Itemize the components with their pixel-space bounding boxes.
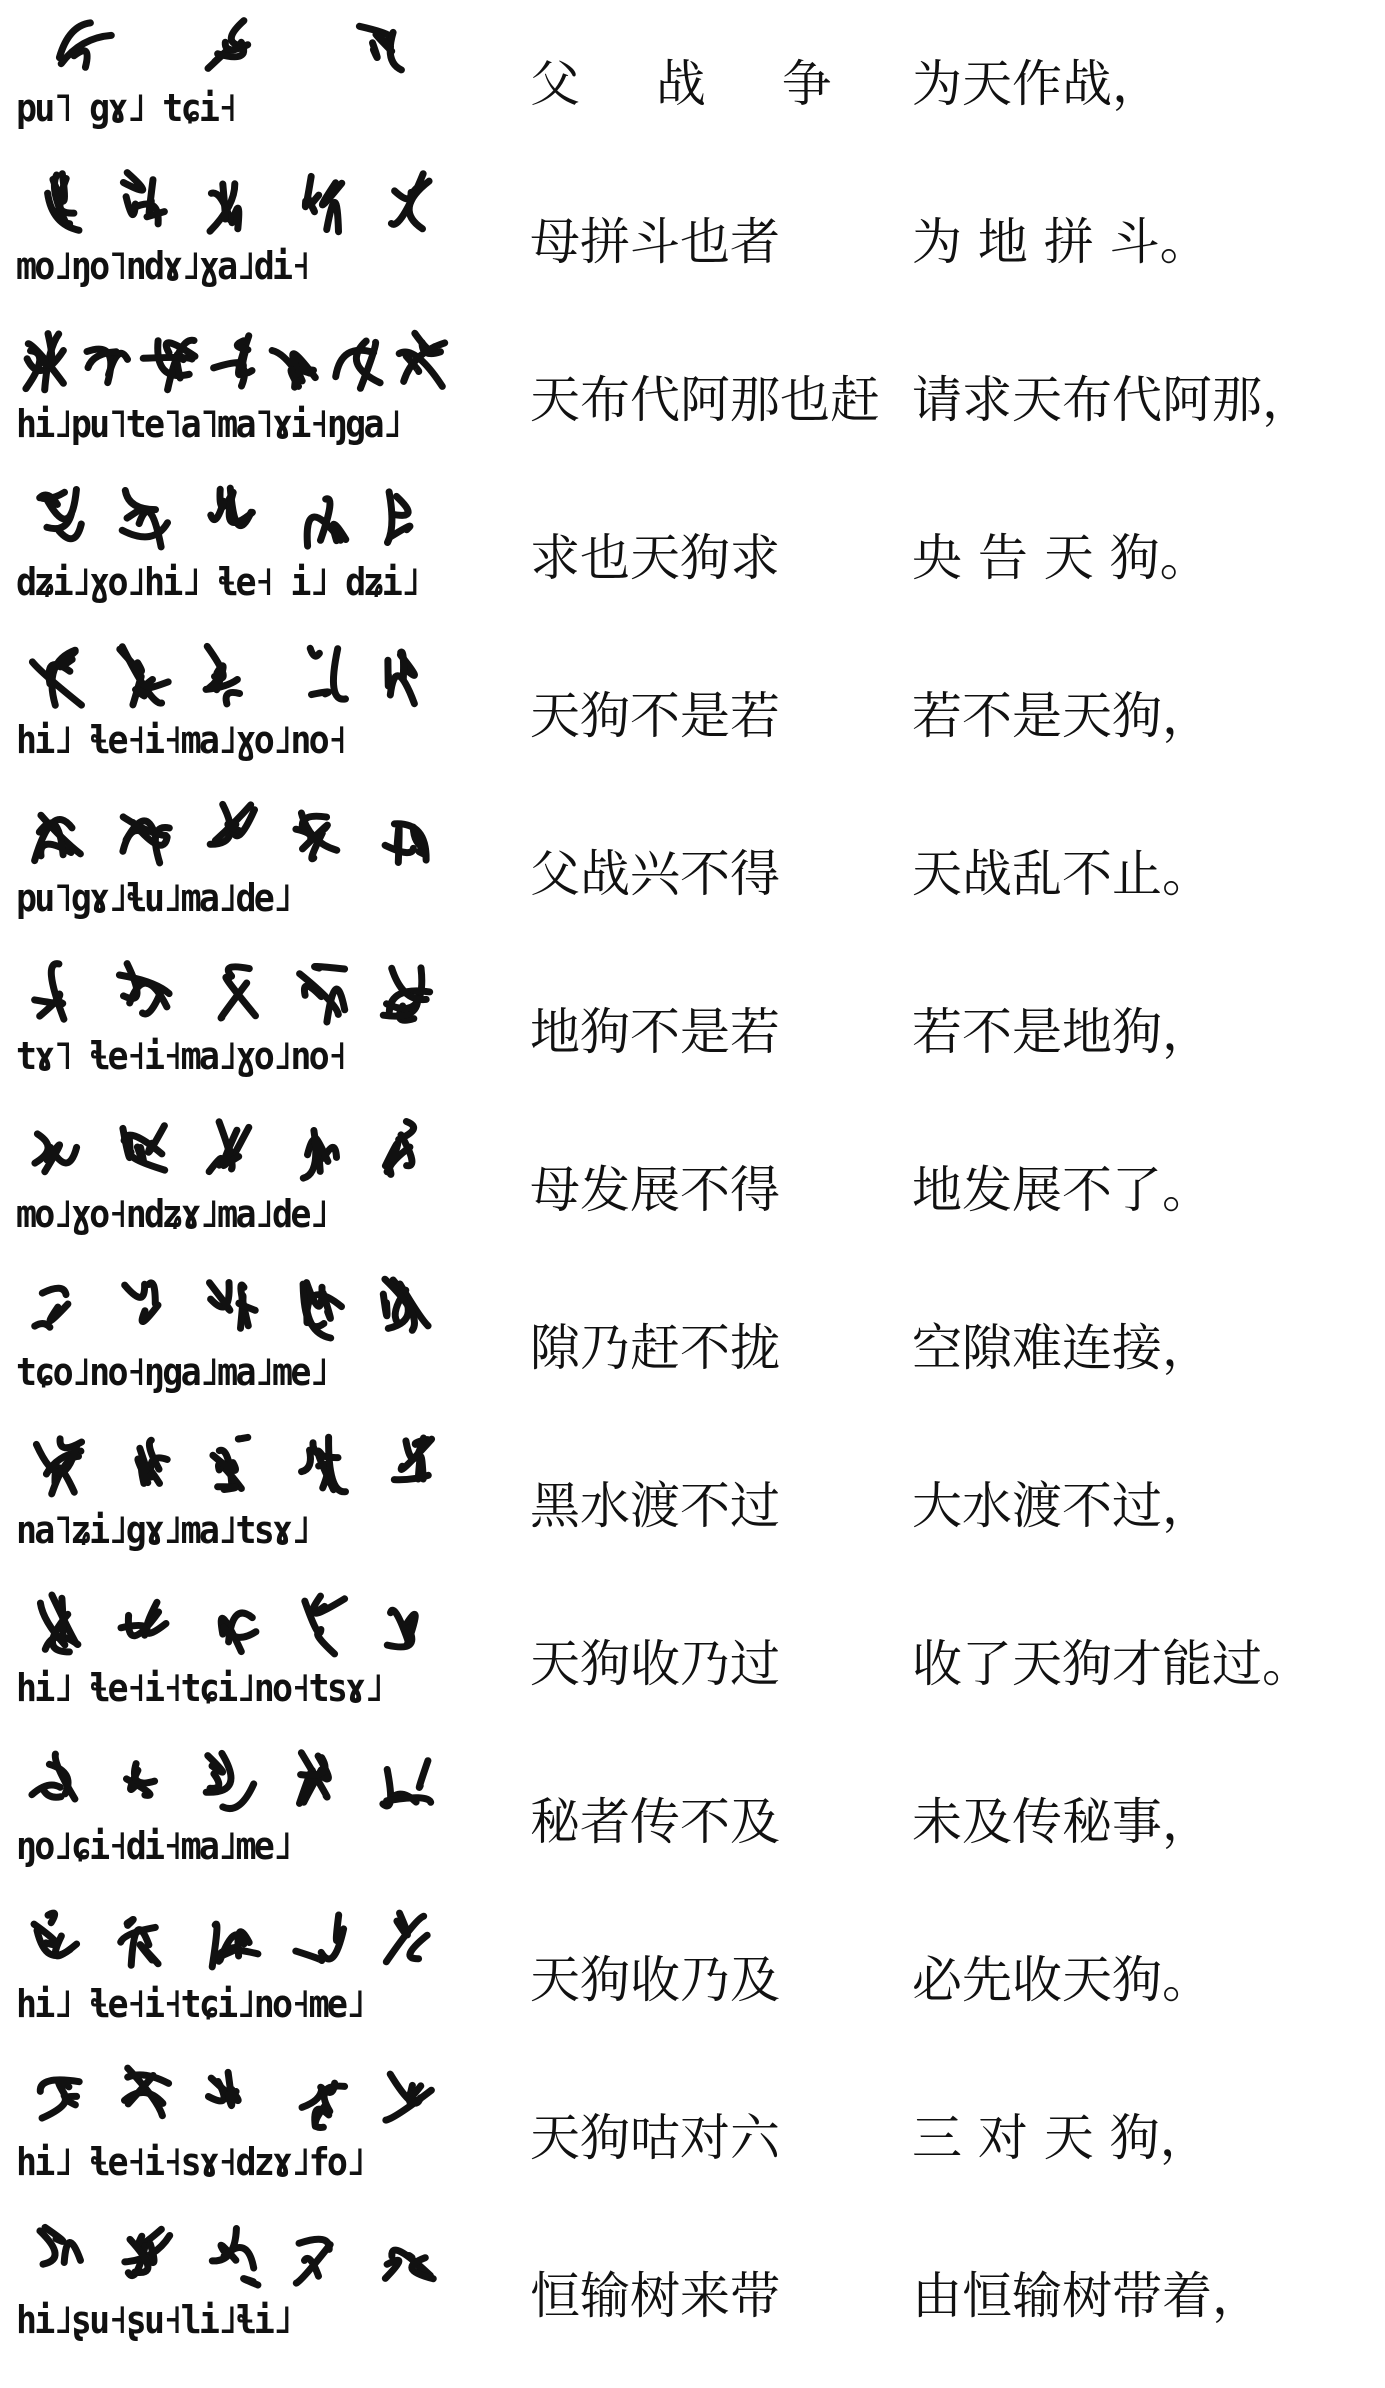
- free-translation: 为天作战，: [912, 55, 1162, 113]
- yi-glyph: [212, 1924, 258, 1967]
- literal-gloss: 母拼斗也者: [530, 213, 780, 271]
- yi-glyph-line: [12, 474, 452, 562]
- free-translation: 未及传秘事，: [912, 1793, 1212, 1851]
- yi-glyph: [310, 648, 345, 699]
- yi-glyph: [127, 1764, 155, 1796]
- yi-glyph: [213, 1437, 248, 1489]
- verse-row: [0, 948, 1385, 1108]
- yi-glyph: [383, 1761, 431, 1806]
- yi-glyph: [394, 1438, 431, 1480]
- free-translation: 地发展不了。: [912, 1161, 1212, 1219]
- romanization: pu˥gɤ˩ɬu˩ma˩de˩: [16, 876, 291, 920]
- free-translation: 由恒输树带着，: [912, 2267, 1262, 2325]
- yi-glyph: [87, 349, 128, 382]
- verse-row: [0, 2054, 1385, 2214]
- yi-glyph: [40, 2080, 79, 2118]
- yi-glyph: [206, 646, 240, 704]
- yi-glyph: [212, 2229, 258, 2286]
- literal-gloss: 秘者传不及: [530, 1793, 780, 1851]
- yi-script-glyphs: [12, 1896, 452, 1984]
- verse-row: [0, 2212, 1385, 2372]
- yi-glyph: [386, 1913, 427, 1962]
- verse-row: [0, 1738, 1385, 1898]
- free-translation: 请求天布代阿那，: [912, 371, 1312, 429]
- literal-gloss: 父 战 争: [530, 55, 862, 113]
- romanization: mo˩ŋo˥ndɤ˩ɣa˩di˧: [16, 244, 309, 288]
- yi-glyph: [138, 1440, 167, 1483]
- yi-glyph: [307, 499, 346, 546]
- yi-glyph: [383, 1279, 428, 1330]
- yi-glyph: [122, 491, 167, 547]
- yi-script-cell: [12, 158, 452, 308]
- romanization: ŋo˩ɕi˧di˧ma˩me˩: [16, 1824, 291, 1868]
- romanization: tɕo˩no˧ŋga˩ma˩me˩: [16, 1350, 327, 1394]
- yi-glyph: [385, 824, 426, 863]
- yi-glyph: [296, 1915, 344, 1961]
- literal-gloss: 恒输树来带: [530, 2267, 780, 2325]
- yi-glyph-line: [12, 1106, 452, 1194]
- yi-glyph: [36, 1439, 81, 1494]
- romanization: hi˩ ɬe˧i˧tɕi˩no˧me˩: [16, 1982, 364, 2026]
- free-translation: 为 地 拼 斗。: [912, 213, 1210, 271]
- yi-glyph-line: [12, 790, 452, 878]
- literal-gloss: 天狗收乃及: [530, 1951, 780, 2009]
- yi-glyph-line: [12, 2212, 452, 2300]
- free-translation: 央 告 天 狗。: [912, 529, 1210, 587]
- yi-script-glyphs: [12, 2212, 452, 2300]
- romanization: pu˥ gɤ˩ tɕi˧: [16, 86, 236, 130]
- yi-glyph-line: [12, 1738, 452, 1826]
- yi-glyph: [48, 174, 79, 231]
- yi-script-cell: [12, 0, 452, 150]
- verse-row: [0, 1422, 1385, 1582]
- romanization: hi˩ ɬe˧i˧tɕi˩no˧tsɤ˩: [16, 1666, 382, 1710]
- yi-glyph: [305, 176, 341, 231]
- yi-glyph-line: [12, 1896, 452, 1984]
- free-translation: 若不是地狗，: [912, 1003, 1212, 1061]
- yi-glyph: [123, 173, 164, 224]
- yi-glyph: [208, 2072, 238, 2105]
- yi-glyph-line: [12, 0, 452, 88]
- yi-glyph: [387, 1610, 415, 1647]
- literal-gloss: 地狗不是若: [530, 1003, 780, 1061]
- yi-glyph: [296, 813, 337, 859]
- yi-glyph: [385, 1122, 413, 1175]
- yi-script-glyphs: [12, 790, 452, 878]
- yi-glyph: [125, 2229, 170, 2275]
- yi-script-glyphs: [12, 1738, 452, 1826]
- yi-glyph: [388, 492, 410, 543]
- yi-glyph: [123, 817, 169, 863]
- free-translation: 三 对 天 狗，: [912, 2109, 1210, 2167]
- yi-glyph: [296, 2239, 330, 2283]
- yi-script-cell: [12, 316, 452, 466]
- yi-glyph: [214, 336, 252, 386]
- yi-glyph: [302, 1437, 346, 1492]
- yi-glyph: [210, 1283, 256, 1329]
- verse-row: [0, 1264, 1385, 1424]
- literal-gloss: 天狗不是若: [530, 687, 780, 745]
- romanization: hi˩ ɬe˧i˧ma˩ɣo˩no˧: [16, 718, 346, 762]
- yi-script-cell: [12, 1106, 452, 1256]
- yi-glyph: [34, 1913, 77, 1956]
- yi-glyph: [303, 1283, 341, 1338]
- yi-script-glyphs: [12, 632, 452, 720]
- literal-gloss: 天狗收乃过: [530, 1635, 780, 1693]
- yi-glyph: [119, 964, 169, 1014]
- verse-row: [0, 158, 1385, 318]
- yi-glyph: [123, 1126, 165, 1170]
- literal-gloss: 隙乃赶不拢: [530, 1319, 780, 1377]
- yi-glyph: [385, 2250, 433, 2279]
- yi-glyph: [210, 184, 239, 231]
- yi-glyph: [303, 1131, 336, 1179]
- yi-script-glyphs: [12, 1580, 452, 1668]
- free-translation: 大水渡不过，: [912, 1477, 1212, 1535]
- yi-glyph: [399, 333, 445, 386]
- yi-glyph: [386, 2074, 432, 2120]
- yi-script-cell: [12, 2212, 452, 2362]
- yi-glyph: [208, 21, 248, 69]
- yi-script-glyphs: [12, 1422, 452, 1510]
- yi-glyph: [120, 647, 168, 705]
- yi-glyph: [32, 1754, 75, 1799]
- yi-glyph-line: [12, 1422, 452, 1510]
- yi-glyph: [359, 26, 401, 70]
- free-translation: 必先收天狗。: [912, 1951, 1212, 2009]
- free-translation: 收了天狗才能过。: [912, 1635, 1312, 1693]
- yi-script-cell: [12, 1896, 452, 2046]
- yi-script-cell: [12, 790, 452, 940]
- yi-script-cell: [12, 632, 452, 782]
- yi-script-glyphs: [12, 1106, 452, 1194]
- yi-glyph: [32, 650, 81, 705]
- yi-script-cell: [12, 1738, 452, 1888]
- verse-row: [0, 632, 1385, 792]
- verse-row: [0, 790, 1385, 950]
- verse-row: [0, 1106, 1385, 1266]
- romanization: hi˩ʂu˧ʂu˧li˩ɬi˩: [16, 2298, 291, 2342]
- literal-gloss: 父战兴不得: [530, 845, 780, 903]
- verse-row: [0, 1580, 1385, 1740]
- yi-script-cell: [12, 1580, 452, 1730]
- romanization: na˥ʑi˩gɤ˩ma˩tsɤ˩: [16, 1508, 309, 1552]
- yi-glyph: [210, 804, 254, 844]
- yi-glyph: [383, 968, 429, 1020]
- yi-glyph: [209, 1122, 249, 1172]
- romanization: dʑi˩ɣo˩hi˩ ɬe˧ i˩ dʑi˩: [16, 560, 419, 604]
- yi-glyph: [121, 1919, 158, 1965]
- verse-row: [0, 0, 1385, 160]
- yi-glyph: [40, 2227, 81, 2264]
- yi-script-glyphs: [12, 0, 452, 88]
- yi-glyph: [143, 340, 195, 389]
- yi-script-glyphs: [12, 2054, 452, 2142]
- yi-glyph: [35, 815, 81, 860]
- yi-glyph: [211, 488, 253, 526]
- yi-glyph: [40, 490, 82, 539]
- yi-script-cell: [12, 2054, 452, 2204]
- yi-glyph: [35, 1134, 77, 1172]
- yi-glyph-line: [12, 632, 452, 720]
- yi-glyph: [388, 652, 415, 704]
- literal-gloss: 黑水渡不过: [530, 1477, 780, 1535]
- yi-glyph-line: [12, 1580, 452, 1668]
- romanization: tɤ˥ ɬe˧i˧ma˩ɣo˩no˧: [16, 1034, 346, 1078]
- free-translation: 空隙难连接，: [912, 1319, 1212, 1377]
- yi-script-glyphs: [12, 1264, 452, 1352]
- literal-gloss: 母发展不得: [530, 1161, 780, 1219]
- yi-glyph: [302, 2083, 345, 2127]
- literal-gloss: 天狗咕对六: [530, 2109, 780, 2167]
- literal-gloss: 天布代阿那也赶: [530, 371, 880, 429]
- literal-gloss: 求也天狗求: [530, 529, 780, 587]
- yi-glyph: [35, 964, 64, 1019]
- yi-glyph-line: [12, 1264, 452, 1352]
- yi-glyph: [125, 1283, 158, 1322]
- yi-glyph: [272, 351, 315, 388]
- yi-glyph: [221, 967, 255, 1018]
- yi-glyph: [35, 1288, 68, 1327]
- yi-glyph: [336, 341, 380, 388]
- free-translation: 若不是天狗，: [912, 687, 1212, 745]
- yi-glyph-line: [12, 158, 452, 246]
- yi-glyph-line: [12, 948, 452, 1036]
- yi-glyph: [300, 966, 345, 1022]
- yi-glyph: [59, 23, 111, 67]
- yi-glyph: [26, 334, 64, 390]
- romanization: hi˩pu˥te˥a˥ma˥ɤi˧ŋga˩: [16, 402, 401, 446]
- yi-glyph: [221, 1613, 256, 1652]
- yi-glyph-line: [12, 2054, 452, 2142]
- yi-glyph: [125, 2068, 169, 2116]
- yi-glyph: [305, 1596, 345, 1654]
- yi-glyph-line: [12, 316, 452, 404]
- verse-row: [0, 1896, 1385, 2056]
- verse-row: [0, 316, 1385, 476]
- yi-glyph: [121, 1602, 166, 1635]
- yi-script-glyphs: [12, 158, 452, 246]
- yi-script-glyphs: [12, 316, 452, 404]
- yi-script-glyphs: [12, 474, 452, 562]
- yi-script-cell: [12, 948, 452, 1098]
- yi-script-cell: [12, 474, 452, 624]
- yi-script-cell: [12, 1422, 452, 1572]
- yi-glyph: [391, 174, 429, 229]
- yi-script-cell: [12, 1264, 452, 1414]
- verse-row: [0, 474, 1385, 634]
- yi-glyph: [300, 1753, 329, 1804]
- yi-glyph: [40, 1595, 78, 1652]
- romanization: hi˩ ɬe˧i˧sɤ˧dzɤ˩fo˩: [16, 2140, 364, 2184]
- free-translation: 天战乱不止。: [912, 845, 1212, 903]
- romanization: mo˩ɣo˧ndʑɤ˩ma˩de˩: [16, 1192, 327, 1236]
- yi-glyph: [206, 1753, 254, 1808]
- yi-script-glyphs: [12, 948, 452, 1036]
